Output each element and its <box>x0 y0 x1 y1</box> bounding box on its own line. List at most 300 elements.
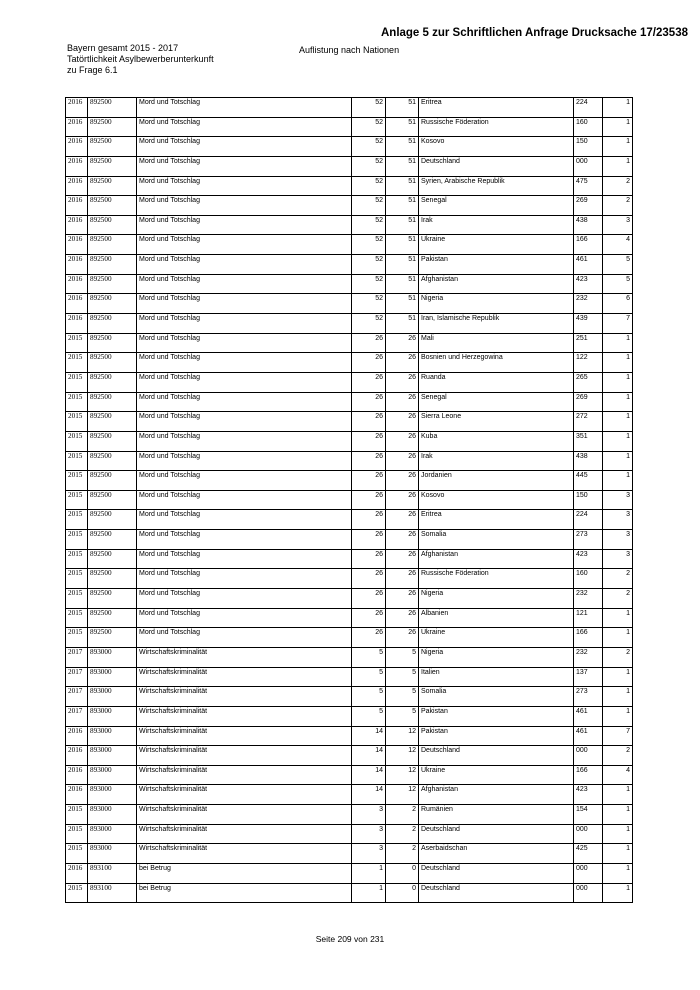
table-row <box>66 294 633 314</box>
nation-code-cell: 160 <box>574 117 603 137</box>
offense-cell: Mord und Totschlag <box>137 490 352 510</box>
cases-cell: 26 <box>352 372 386 392</box>
header-region: Bayern gesamt 2015 - 2017 <box>67 43 179 53</box>
table-row <box>66 471 633 491</box>
solved-cell: 51 <box>386 235 419 255</box>
solved-cell: 51 <box>386 294 419 314</box>
table-row <box>66 785 633 805</box>
offense-cell: Mord und Totschlag <box>137 137 352 157</box>
table-row <box>66 883 633 903</box>
offense-cell: Mord und Totschlag <box>137 372 352 392</box>
key-cell: 892500 <box>88 294 137 314</box>
nation-cell: Sierra Leone <box>419 412 574 432</box>
offense-cell: Wirtschaftskriminalität <box>137 667 352 687</box>
key-cell: 892500 <box>88 353 137 373</box>
solved-cell: 51 <box>386 117 419 137</box>
key-cell: 892500 <box>88 412 137 432</box>
key-cell: 893000 <box>88 687 137 707</box>
key-cell: 892500 <box>88 156 137 176</box>
suspects-cell: 3 <box>603 530 633 550</box>
key-cell: 893000 <box>88 844 137 864</box>
key-cell: 893000 <box>88 667 137 687</box>
nation-code-cell: 000 <box>574 746 603 766</box>
nation-cell: Kosovo <box>419 137 574 157</box>
table-row <box>66 628 633 648</box>
offense-cell: Mord und Totschlag <box>137 530 352 550</box>
nation-cell: Kuba <box>419 431 574 451</box>
suspects-cell: 1 <box>603 412 633 432</box>
suspects-cell: 1 <box>603 392 633 412</box>
suspects-cell: 1 <box>603 353 633 373</box>
nation-code-cell: 475 <box>574 176 603 196</box>
offense-cell: bei Betrug <box>137 883 352 903</box>
nation-cell: Russische Föderation <box>419 569 574 589</box>
solved-cell: 0 <box>386 883 419 903</box>
year-cell: 2015 <box>66 471 88 491</box>
offense-cell: Wirtschaftskriminalität <box>137 824 352 844</box>
offense-cell: Mord und Totschlag <box>137 392 352 412</box>
suspects-cell: 2 <box>603 176 633 196</box>
table-row <box>66 314 633 334</box>
table-row <box>66 746 633 766</box>
cases-cell: 52 <box>352 176 386 196</box>
nation-code-cell: 122 <box>574 353 603 373</box>
key-cell: 892500 <box>88 392 137 412</box>
nation-code-cell: 425 <box>574 844 603 864</box>
key-cell: 892500 <box>88 589 137 609</box>
year-cell: 2015 <box>66 589 88 609</box>
nation-code-cell: 461 <box>574 255 603 275</box>
table-row <box>66 137 633 157</box>
nation-cell: Albanien <box>419 608 574 628</box>
solved-cell: 26 <box>386 451 419 471</box>
solved-cell: 51 <box>386 156 419 176</box>
table-row <box>66 196 633 216</box>
suspects-cell: 3 <box>603 215 633 235</box>
solved-cell: 26 <box>386 589 419 609</box>
nation-code-cell: 273 <box>574 687 603 707</box>
suspects-cell: 1 <box>603 98 633 118</box>
cases-cell: 14 <box>352 765 386 785</box>
key-cell: 892500 <box>88 549 137 569</box>
solved-cell: 5 <box>386 647 419 667</box>
cases-cell: 52 <box>352 137 386 157</box>
offense-cell: Mord und Totschlag <box>137 176 352 196</box>
table-row <box>66 706 633 726</box>
key-cell: 893000 <box>88 746 137 766</box>
solved-cell: 26 <box>386 510 419 530</box>
table-row <box>66 726 633 746</box>
table-row <box>66 765 633 785</box>
nation-cell: Irak <box>419 215 574 235</box>
nation-code-cell: 160 <box>574 569 603 589</box>
nation-code-cell: 265 <box>574 372 603 392</box>
header-left-block <box>67 43 214 76</box>
suspects-cell: 1 <box>603 156 633 176</box>
nation-code-cell: 251 <box>574 333 603 353</box>
table-row <box>66 156 633 176</box>
year-cell: 2016 <box>66 235 88 255</box>
cases-cell: 26 <box>352 628 386 648</box>
table-row <box>66 510 633 530</box>
offense-cell: Mord und Totschlag <box>137 510 352 530</box>
nation-cell: Ruanda <box>419 372 574 392</box>
offense-cell: Wirtschaftskriminalität <box>137 805 352 825</box>
year-cell: 2017 <box>66 706 88 726</box>
key-cell: 892500 <box>88 333 137 353</box>
nation-cell: Rumänien <box>419 805 574 825</box>
offense-cell: Mord und Totschlag <box>137 235 352 255</box>
suspects-cell: 1 <box>603 667 633 687</box>
table-row <box>66 431 633 451</box>
year-cell: 2015 <box>66 549 88 569</box>
solved-cell: 26 <box>386 431 419 451</box>
offense-cell: Mord und Totschlag <box>137 412 352 432</box>
nation-code-cell: 439 <box>574 314 603 334</box>
nation-cell: Somalia <box>419 687 574 707</box>
table-row <box>66 824 633 844</box>
solved-cell: 51 <box>386 98 419 118</box>
nation-code-cell: 438 <box>574 215 603 235</box>
key-cell: 892500 <box>88 608 137 628</box>
offense-cell: bei Betrug <box>137 863 352 883</box>
suspects-cell: 3 <box>603 490 633 510</box>
year-cell: 2015 <box>66 510 88 530</box>
nation-code-cell: 272 <box>574 412 603 432</box>
table-row <box>66 490 633 510</box>
suspects-cell: 1 <box>603 137 633 157</box>
nation-code-cell: 000 <box>574 156 603 176</box>
cases-cell: 52 <box>352 274 386 294</box>
nation-cell: Pakistan <box>419 706 574 726</box>
nation-cell: Somalia <box>419 530 574 550</box>
table-row <box>66 530 633 550</box>
nation-cell: Ukraine <box>419 235 574 255</box>
solved-cell: 51 <box>386 137 419 157</box>
solved-cell: 51 <box>386 176 419 196</box>
suspects-cell: 3 <box>603 510 633 530</box>
key-cell: 892500 <box>88 372 137 392</box>
offense-cell: Mord und Totschlag <box>137 608 352 628</box>
cases-cell: 52 <box>352 314 386 334</box>
table-row <box>66 255 633 275</box>
offense-cell: Mord und Totschlag <box>137 255 352 275</box>
year-cell: 2015 <box>66 490 88 510</box>
offense-cell: Mord und Totschlag <box>137 451 352 471</box>
nation-cell: Jordanien <box>419 471 574 491</box>
table-row <box>66 589 633 609</box>
suspects-cell: 2 <box>603 589 633 609</box>
nation-code-cell: 269 <box>574 196 603 216</box>
document-subtitle: Auflistung nach Nationen <box>299 45 400 55</box>
key-cell: 892500 <box>88 490 137 510</box>
suspects-cell: 1 <box>603 687 633 707</box>
table-row <box>66 117 633 137</box>
offense-cell: Wirtschaftskriminalität <box>137 726 352 746</box>
nation-code-cell: 423 <box>574 549 603 569</box>
nation-cell: Nigeria <box>419 647 574 667</box>
key-cell: 892500 <box>88 274 137 294</box>
nation-cell: Eritrea <box>419 510 574 530</box>
offense-cell: Wirtschaftskriminalität <box>137 765 352 785</box>
cases-cell: 5 <box>352 706 386 726</box>
nation-code-cell: 224 <box>574 98 603 118</box>
nation-cell: Aserbaidschan <box>419 844 574 864</box>
solved-cell: 2 <box>386 805 419 825</box>
nation-cell: Ukraine <box>419 628 574 648</box>
solved-cell: 5 <box>386 687 419 707</box>
cases-cell: 52 <box>352 255 386 275</box>
year-cell: 2015 <box>66 412 88 432</box>
nation-cell: Deutschland <box>419 156 574 176</box>
suspects-cell: 1 <box>603 117 633 137</box>
offense-cell: Wirtschaftskriminalität <box>137 706 352 726</box>
solved-cell: 26 <box>386 530 419 550</box>
offense-cell: Mord und Totschlag <box>137 471 352 491</box>
year-cell: 2017 <box>66 687 88 707</box>
nation-code-cell: 232 <box>574 294 603 314</box>
offense-cell: Wirtschaftskriminalität <box>137 746 352 766</box>
year-cell: 2015 <box>66 844 88 864</box>
key-cell: 892500 <box>88 176 137 196</box>
table-row <box>66 667 633 687</box>
year-cell: 2016 <box>66 765 88 785</box>
offense-cell: Mord und Totschlag <box>137 294 352 314</box>
year-cell: 2015 <box>66 530 88 550</box>
suspects-cell: 3 <box>603 549 633 569</box>
cases-cell: 26 <box>352 490 386 510</box>
key-cell: 892500 <box>88 530 137 550</box>
key-cell: 892500 <box>88 314 137 334</box>
nation-cell: Deutschland <box>419 824 574 844</box>
year-cell: 2015 <box>66 451 88 471</box>
table-row <box>66 98 633 118</box>
solved-cell: 26 <box>386 471 419 491</box>
key-cell: 892500 <box>88 235 137 255</box>
nation-code-cell: 423 <box>574 274 603 294</box>
cases-cell: 1 <box>352 863 386 883</box>
suspects-cell: 4 <box>603 765 633 785</box>
solved-cell: 51 <box>386 196 419 216</box>
suspects-cell: 4 <box>603 235 633 255</box>
key-cell: 892500 <box>88 471 137 491</box>
offense-cell: Mord und Totschlag <box>137 196 352 216</box>
key-cell: 892500 <box>88 98 137 118</box>
solved-cell: 26 <box>386 392 419 412</box>
year-cell: 2017 <box>66 647 88 667</box>
solved-cell: 2 <box>386 824 419 844</box>
table-row <box>66 805 633 825</box>
nation-cell: Senegal <box>419 196 574 216</box>
suspects-cell: 5 <box>603 255 633 275</box>
year-cell: 2016 <box>66 785 88 805</box>
nation-cell: Eritrea <box>419 98 574 118</box>
cases-cell: 5 <box>352 687 386 707</box>
nation-code-cell: 224 <box>574 510 603 530</box>
cases-cell: 5 <box>352 647 386 667</box>
offense-cell: Wirtschaftskriminalität <box>137 844 352 864</box>
nation-cell: Kosovo <box>419 490 574 510</box>
solved-cell: 26 <box>386 628 419 648</box>
key-cell: 892500 <box>88 569 137 589</box>
suspects-cell: 7 <box>603 726 633 746</box>
key-cell: 892500 <box>88 196 137 216</box>
solved-cell: 26 <box>386 608 419 628</box>
suspects-cell: 1 <box>603 805 633 825</box>
year-cell: 2016 <box>66 117 88 137</box>
offense-cell: Wirtschaftskriminalität <box>137 785 352 805</box>
table-row <box>66 235 633 255</box>
solved-cell: 26 <box>386 333 419 353</box>
key-cell: 892500 <box>88 431 137 451</box>
nation-cell: Nigeria <box>419 294 574 314</box>
page-number: Seite 209 von 231 <box>315 934 385 944</box>
nation-cell: Ukraine <box>419 765 574 785</box>
table-row <box>66 353 633 373</box>
cases-cell: 26 <box>352 471 386 491</box>
key-cell: 893000 <box>88 805 137 825</box>
nation-code-cell: 232 <box>574 647 603 667</box>
nation-cell: Pakistan <box>419 255 574 275</box>
key-cell: 893100 <box>88 883 137 903</box>
header-question: zu Frage 6.1 <box>67 65 118 75</box>
table-body <box>66 98 633 903</box>
year-cell: 2015 <box>66 883 88 903</box>
year-cell: 2016 <box>66 98 88 118</box>
suspects-cell: 2 <box>603 569 633 589</box>
year-cell: 2016 <box>66 746 88 766</box>
nation-cell: Deutschland <box>419 863 574 883</box>
offense-cell: Mord und Totschlag <box>137 314 352 334</box>
nation-code-cell: 273 <box>574 530 603 550</box>
suspects-cell: 7 <box>603 314 633 334</box>
solved-cell: 51 <box>386 274 419 294</box>
solved-cell: 0 <box>386 863 419 883</box>
cases-cell: 26 <box>352 431 386 451</box>
key-cell: 893000 <box>88 824 137 844</box>
table-row <box>66 372 633 392</box>
cases-cell: 14 <box>352 746 386 766</box>
nation-cell: Italien <box>419 667 574 687</box>
table-row <box>66 647 633 667</box>
table-row <box>66 549 633 569</box>
nation-cell: Bosnien und Herzegowina <box>419 353 574 373</box>
suspects-cell: 1 <box>603 608 633 628</box>
suspects-cell: 1 <box>603 883 633 903</box>
nation-code-cell: 000 <box>574 863 603 883</box>
table-row <box>66 412 633 432</box>
nation-code-cell: 150 <box>574 137 603 157</box>
table-row <box>66 844 633 864</box>
table-row <box>66 687 633 707</box>
solved-cell: 26 <box>386 490 419 510</box>
nation-cell: Afghanistan <box>419 549 574 569</box>
key-cell: 893000 <box>88 785 137 805</box>
year-cell: 2016 <box>66 863 88 883</box>
key-cell: 893000 <box>88 647 137 667</box>
suspects-cell: 1 <box>603 471 633 491</box>
year-cell: 2015 <box>66 569 88 589</box>
year-cell: 2016 <box>66 274 88 294</box>
cases-cell: 26 <box>352 412 386 432</box>
nation-code-cell: 461 <box>574 726 603 746</box>
nation-cell: Nigeria <box>419 589 574 609</box>
nations-table <box>65 97 633 903</box>
header-location: Tatörtlichkeit Asylbewerberunterkunft <box>67 54 214 64</box>
suspects-cell: 2 <box>603 746 633 766</box>
year-cell: 2016 <box>66 255 88 275</box>
offense-cell: Mord und Totschlag <box>137 156 352 176</box>
year-cell: 2015 <box>66 333 88 353</box>
cases-cell: 26 <box>352 569 386 589</box>
cases-cell: 26 <box>352 353 386 373</box>
year-cell: 2016 <box>66 196 88 216</box>
solved-cell: 51 <box>386 215 419 235</box>
offense-cell: Mord und Totschlag <box>137 431 352 451</box>
year-cell: 2015 <box>66 392 88 412</box>
table-row <box>66 215 633 235</box>
table-row <box>66 608 633 628</box>
suspects-cell: 1 <box>603 431 633 451</box>
nation-cell: Mali <box>419 333 574 353</box>
table-row <box>66 451 633 471</box>
solved-cell: 26 <box>386 549 419 569</box>
solved-cell: 26 <box>386 353 419 373</box>
cases-cell: 26 <box>352 333 386 353</box>
suspects-cell: 1 <box>603 451 633 471</box>
key-cell: 893000 <box>88 765 137 785</box>
key-cell: 893000 <box>88 706 137 726</box>
cases-cell: 3 <box>352 805 386 825</box>
nation-cell: Irak <box>419 451 574 471</box>
table-row <box>66 863 633 883</box>
solved-cell: 26 <box>386 569 419 589</box>
suspects-cell: 1 <box>603 785 633 805</box>
cases-cell: 26 <box>352 608 386 628</box>
nation-cell: Afghanistan <box>419 274 574 294</box>
nation-code-cell: 445 <box>574 471 603 491</box>
table-row <box>66 569 633 589</box>
suspects-cell: 1 <box>603 333 633 353</box>
nation-code-cell: 154 <box>574 805 603 825</box>
year-cell: 2016 <box>66 137 88 157</box>
nation-code-cell: 000 <box>574 824 603 844</box>
offense-cell: Mord und Totschlag <box>137 589 352 609</box>
solved-cell: 12 <box>386 785 419 805</box>
nation-code-cell: 121 <box>574 608 603 628</box>
nation-code-cell: 150 <box>574 490 603 510</box>
key-cell: 892500 <box>88 510 137 530</box>
key-cell: 892500 <box>88 255 137 275</box>
cases-cell: 26 <box>352 549 386 569</box>
nation-code-cell: 166 <box>574 765 603 785</box>
offense-cell: Mord und Totschlag <box>137 549 352 569</box>
nation-cell: Senegal <box>419 392 574 412</box>
offense-cell: Mord und Totschlag <box>137 628 352 648</box>
nation-code-cell: 351 <box>574 431 603 451</box>
nation-cell: Deutschland <box>419 746 574 766</box>
solved-cell: 51 <box>386 255 419 275</box>
solved-cell: 12 <box>386 746 419 766</box>
nation-code-cell: 232 <box>574 589 603 609</box>
document-title: Anlage 5 zur Schriftlichen Anfrage Drucksache 17/23538 <box>380 27 688 39</box>
offense-cell: Wirtschaftskriminalität <box>137 687 352 707</box>
cases-cell: 3 <box>352 824 386 844</box>
offense-cell: Mord und Totschlag <box>137 274 352 294</box>
key-cell: 892500 <box>88 628 137 648</box>
key-cell: 893000 <box>88 726 137 746</box>
solved-cell: 26 <box>386 412 419 432</box>
